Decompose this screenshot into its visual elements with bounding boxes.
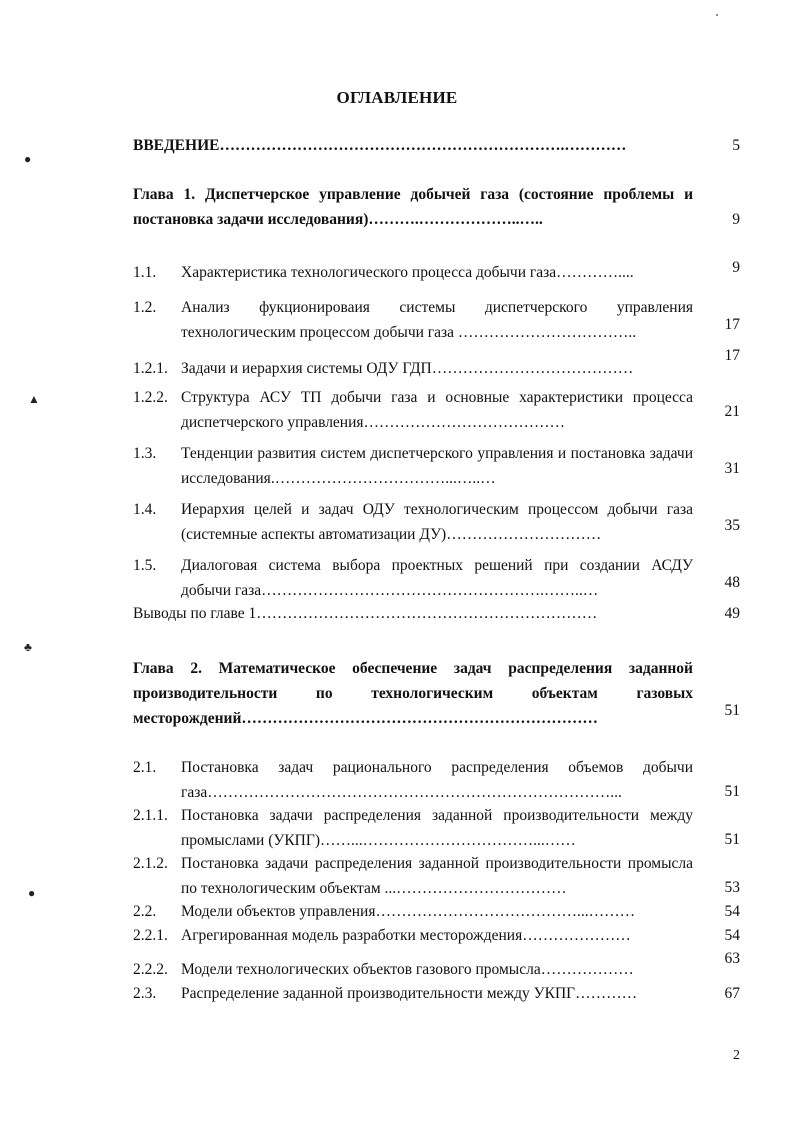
toc-entry-text: Глава 2. Математическое обеспечение задач распределения заданной производительности по технологическим объектам газовых месторождений…………………………………………………………… xyxy=(133,660,693,727)
toc-entry-text: Модели технологических объектов газового промысла……………… xyxy=(181,961,634,978)
toc-page-number: 51 xyxy=(724,702,740,719)
toc-page-number: 17 xyxy=(724,347,740,364)
toc-entry-1-5 xyxy=(133,553,693,603)
toc-entry-2-3 xyxy=(133,981,693,1006)
toc-page-number: 49 xyxy=(724,605,740,622)
toc-entry-text: Постановка задачи распределения заданной производительности промысла по технологическим объектам ...…………………………… xyxy=(181,855,693,897)
toc-page-number: 5 xyxy=(732,137,740,154)
toc-entry-conclusions-1 xyxy=(133,601,693,626)
toc-page-number: 48 xyxy=(724,574,740,591)
toc-page-number: 21 xyxy=(724,403,740,420)
toc-entry-2-2 xyxy=(133,899,693,924)
toc-entry-number: 2.2. xyxy=(133,903,157,920)
toc-entry-2-2-1 xyxy=(133,923,693,948)
scan-speck: ♣ xyxy=(24,640,32,654)
toc-entry-2-1 xyxy=(133,755,693,805)
toc-entry-text: Иерархия целей и задач ОДУ технологическим процессом добычи газа (системные аспекты автоматизации ДУ)………………………… xyxy=(181,501,693,543)
toc-entry-number: 1.5. xyxy=(133,557,157,574)
toc-entry-1-3 xyxy=(133,441,693,491)
toc-page-number: 53 xyxy=(724,879,740,896)
toc-entry-introduction xyxy=(133,133,693,158)
scan-speck: ▲ xyxy=(28,392,40,406)
toc-entry-1-2-1 xyxy=(133,356,693,381)
scan-speck: ● xyxy=(24,152,32,166)
toc-entry-number: 1.2. xyxy=(133,299,157,316)
toc-entry-chapter-1 xyxy=(133,182,693,232)
toc-entry-number: 2.3. xyxy=(133,985,157,1002)
toc-entry-number: 2.2.1. xyxy=(133,927,168,944)
toc-page-number: 9 xyxy=(732,259,740,276)
toc-entry-text: Структура АСУ ТП добычи газа и основные характеристики процесса диспетчерского управления………………………………… xyxy=(181,389,693,431)
toc-entry-text: Тенденции развития систем диспетчерского управления и постановка задачи исследования.……………………………...…..… xyxy=(181,445,693,487)
toc-entry-text: Модели объектов управления…………………………………...……… xyxy=(181,903,636,920)
toc-page-number: 63 xyxy=(724,950,740,967)
toc-page-number: 9 xyxy=(732,211,740,228)
toc-entry-text: ВВЕДЕНИЕ………………………………………………………….………… xyxy=(133,137,627,154)
toc-page-number: 51 xyxy=(724,783,740,800)
toc-page-number: 17 xyxy=(724,316,740,333)
toc-entry-chapter-2 xyxy=(133,656,693,731)
toc-entry-text: Распределение заданной производительности между УКПГ………… xyxy=(181,985,638,1002)
toc-page-number: 51 xyxy=(724,831,740,848)
toc-page-number: 54 xyxy=(724,927,740,944)
toc-entry-text: Постановка задач рационального распределения объемов добычи газа……………………………………………………………………... xyxy=(181,759,693,801)
toc-entry-number: 1.4. xyxy=(133,501,157,518)
toc-entry-1-2 xyxy=(133,295,693,345)
scan-speck xyxy=(716,14,718,16)
toc-entry-number: 1.2.1. xyxy=(133,360,168,377)
toc-entry-text: Глава 1. Диспетчерское управление добычей газа (состояние проблемы и постановка задачи исследования)……….………………..….. xyxy=(133,186,693,228)
scan-speck: ● xyxy=(28,886,36,900)
toc-entry-text: Агрегированная модель разработки месторождения………………… xyxy=(181,927,631,944)
page-number: 2 xyxy=(733,1048,740,1063)
toc-entry-2-1-2 xyxy=(133,851,693,901)
toc-entry-2-1-1 xyxy=(133,803,693,853)
toc-entry-number: 2.1. xyxy=(133,759,157,776)
toc-page-number: 31 xyxy=(724,460,740,477)
toc-entry-text: Диалоговая система выбора проектных решений при создании АСДУ добычи газа……………………………………………….……..… xyxy=(181,557,693,599)
toc-entry-number: 1.1. xyxy=(133,264,157,281)
page-title: ОГЛАВЛЕНИЕ xyxy=(336,88,458,107)
toc-entry-1-1 xyxy=(133,260,693,285)
toc-entry-2-2-2 xyxy=(133,957,693,982)
toc-entry-number: 2.2.2. xyxy=(133,961,168,978)
toc-entry-number: 1.2.2. xyxy=(133,389,168,406)
toc-entry-text: Задачи и иерархия системы ОДУ ГДП………………………………… xyxy=(181,360,634,377)
toc-entry-number: 1.3. xyxy=(133,445,157,462)
toc-page-number: 54 xyxy=(724,903,740,920)
toc-entry-number: 2.1.2. xyxy=(133,855,168,872)
toc-entry-1-2-2 xyxy=(133,385,693,435)
toc-entry-number: 2.1.1. xyxy=(133,807,168,824)
toc-page-number: 35 xyxy=(724,517,740,534)
toc-entry-text: Выводы по главе 1………………………………………………………… xyxy=(133,605,598,622)
toc-entry-text: Характеристика технологического процесса добычи газа………….... xyxy=(181,264,634,281)
toc-entry-1-4 xyxy=(133,497,693,547)
toc-entry-text: Постановка задачи распределения заданной производительности между промыслами (УКПГ)……...……………………………...…… xyxy=(181,807,693,849)
toc-entry-text: Анализ фукционироваия системы диспетчерского управления технологическим процессом добычи газа …………………………….. xyxy=(181,299,693,341)
toc-page-number: 67 xyxy=(724,985,740,1002)
